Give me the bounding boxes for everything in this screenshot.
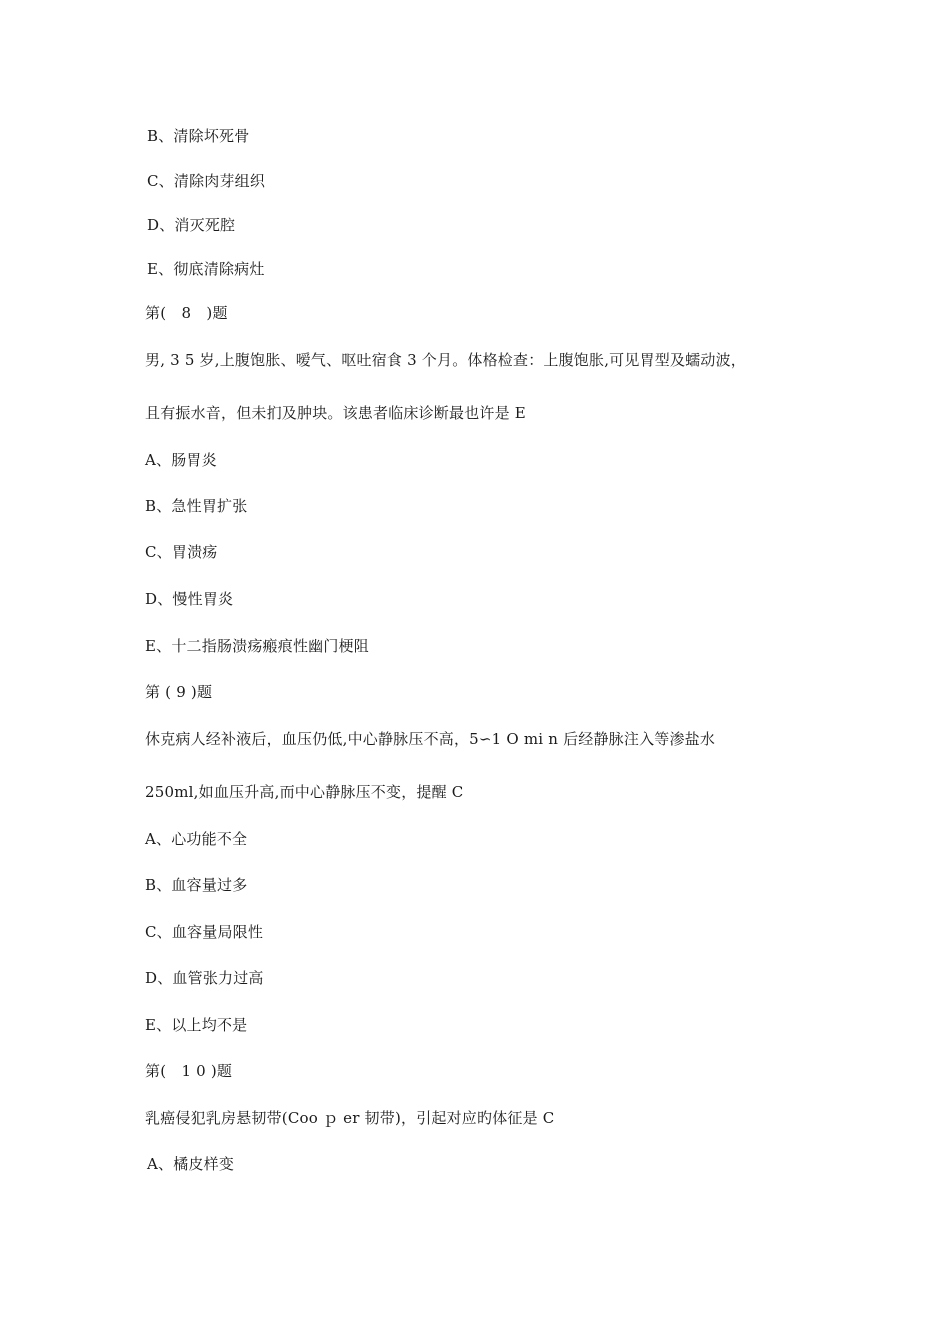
question-8-option-d: D、慢性胃炎 bbox=[145, 590, 234, 608]
question-8-option-b: B、急性胃扩张 bbox=[145, 497, 248, 515]
question-9-stem-line2: 250ml,如血压升高,而中心静脉压不变，提醒 C bbox=[145, 783, 464, 801]
question-9-option-c: C、血容量局限性 bbox=[145, 923, 264, 941]
question-8-stem-line1: 男, 3 5 岁,上腹饱胀、嗳气、呕吐宿食 3 个月。体格检查：上腹饱胀,可见胃型及蠕动波， bbox=[145, 351, 746, 369]
question-9-option-b: B、血容量过多 bbox=[145, 876, 248, 894]
option-b-text: B、清除坏死骨 bbox=[147, 127, 250, 145]
question-8-option-c: C、胃溃疡 bbox=[145, 543, 218, 561]
question-8-heading: 第( 8 )题 bbox=[145, 304, 228, 322]
option-e-text: E、彻底清除病灶 bbox=[147, 260, 265, 278]
question-8-stem-line2: 且有振水音，但未扪及肿块。该患者临床诊断最也许是 E bbox=[145, 404, 526, 422]
option-c-text: C、清除肉芽组织 bbox=[147, 172, 266, 190]
question-10-heading: 第( 1 0 )题 bbox=[145, 1062, 233, 1080]
question-9-stem-line1: 休克病人经补液后，血压仍低,中心静脉压不高，5∽1 O mi n 后经静脉注入等渗盐水 bbox=[145, 730, 716, 748]
option-d-text: D、消灭死腔 bbox=[147, 216, 236, 234]
question-9-heading: 第 ( 9 )题 bbox=[145, 683, 213, 701]
question-9-option-d: D、血管张力过高 bbox=[145, 969, 264, 987]
question-9-option-e: E、以上均不是 bbox=[145, 1016, 248, 1034]
question-8-option-e: E、十二指肠溃疡瘢痕性幽门梗阻 bbox=[145, 637, 369, 655]
question-8-option-a: A、肠胃炎 bbox=[145, 451, 217, 469]
question-10-option-a: A、橘皮样变 bbox=[147, 1155, 235, 1173]
question-10-stem: 乳癌侵犯乳房悬韧带(Coo ｐ er 韧带)，引起对应旳体征是 C bbox=[145, 1109, 555, 1127]
question-9-option-a: A、心功能不全 bbox=[145, 830, 248, 848]
